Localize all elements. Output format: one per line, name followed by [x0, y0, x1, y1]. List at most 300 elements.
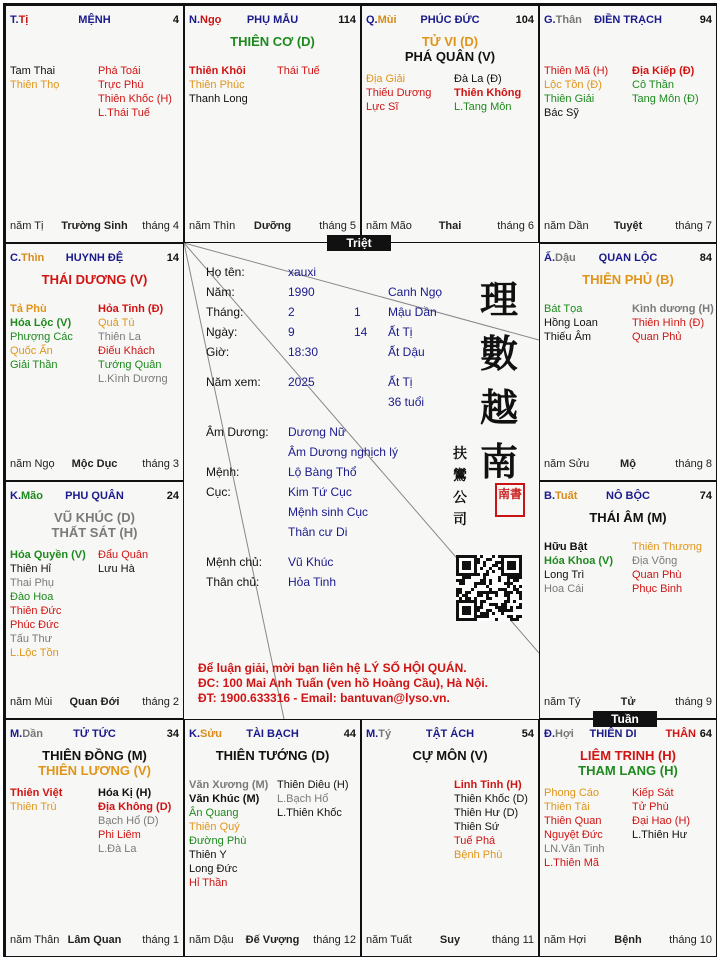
palace-stage: Thai [438, 220, 462, 232]
minor-star: Long Trì [544, 569, 585, 581]
qr-module [510, 615, 513, 618]
qr-module [492, 555, 495, 558]
qr-module [462, 612, 465, 615]
palace-stage: Tử [620, 696, 636, 708]
palace-cell-than[interactable] [539, 5, 717, 243]
palace-year: năm Dần [544, 220, 589, 232]
palace-prefix: Ấ. [544, 252, 555, 264]
horoscope-board [3, 3, 717, 957]
qr-module [462, 582, 465, 585]
qr-module [462, 561, 465, 564]
palace-year: năm Mão [366, 220, 412, 232]
minor-star: Đà La (Đ) [454, 73, 502, 85]
palace-year: năm Dậu [189, 934, 234, 946]
qr-module [462, 567, 465, 570]
qr-module [483, 579, 486, 582]
palace-number: 14 [166, 252, 179, 264]
qr-module [474, 585, 477, 588]
major-star: THIÊN TƯỚNG (D) [215, 748, 330, 763]
qr-module [513, 618, 516, 621]
qr-module [519, 585, 522, 588]
qr-module [456, 567, 459, 570]
palace-stage: Bệnh [614, 934, 642, 946]
palace-prefix: B. [544, 490, 555, 502]
palace-year: năm Mùi [10, 696, 53, 708]
qr-pattern [456, 555, 522, 621]
minor-star: LN.Văn Tinh [544, 843, 605, 855]
major-stars [362, 34, 538, 64]
palace-header [10, 14, 179, 28]
info-cuc-2: Mệnh sinh Cục [288, 505, 369, 519]
minor-star: Tam Thai [10, 65, 56, 77]
palace-branch: Tuất [555, 490, 578, 502]
palace-footer [10, 934, 179, 948]
qr-module [462, 606, 465, 609]
palace-cell-ti[interactable] [5, 5, 184, 243]
qr-module [474, 570, 477, 573]
info-day-solar: 9 [288, 325, 295, 339]
qr-module [486, 609, 489, 612]
minor-star: Thiên Trù [10, 801, 57, 813]
palace-cell-dau[interactable] [539, 243, 717, 481]
qr-module [483, 615, 486, 618]
qr-module [474, 582, 477, 585]
palace-prefix: N. [189, 14, 200, 26]
qr-module [501, 573, 504, 576]
qr-module [501, 558, 504, 561]
minor-star: Địa Võng [632, 555, 678, 567]
qr-module [489, 591, 492, 594]
minor-stars-left [189, 64, 248, 106]
palace-prefix: Q. [366, 14, 378, 26]
qr-module [465, 573, 468, 576]
qr-module [468, 564, 471, 567]
info-than-chu-label: Thân chủ: [206, 575, 260, 589]
qr-module [510, 561, 513, 564]
qr-module [486, 558, 489, 561]
qr-module [465, 606, 468, 609]
qr-module [507, 573, 510, 576]
info-month-canchi: Mậu Dần [388, 305, 437, 319]
qr-module [504, 582, 507, 585]
qr-module [501, 564, 504, 567]
qr-module [465, 612, 468, 615]
qr-module [516, 576, 519, 579]
minor-star: Lực Sĩ [366, 101, 399, 113]
palace-number: 114 [338, 14, 356, 26]
palace-month: tháng 8 [675, 458, 712, 470]
qr-module [519, 573, 522, 576]
qr-module [501, 570, 504, 573]
triet-marker: Triệt [327, 235, 391, 251]
palace-month: tháng 3 [142, 458, 179, 470]
qr-module [474, 606, 477, 609]
qr-module [468, 561, 471, 564]
qr-module [462, 573, 465, 576]
contact-line: ĐC: 100 Mai Anh Tuấn (ven hồ Hoàng Cầu), Hà Nội. [198, 676, 489, 690]
qr-module [489, 597, 492, 600]
minor-star: Phục Binh [632, 583, 683, 595]
minor-stars-right [98, 548, 148, 576]
minor-star: Thiên Hình (Đ) [632, 317, 705, 329]
minor-star: Bát Tọa [544, 303, 583, 315]
qr-module [471, 555, 474, 558]
minor-star: Thiên Không [454, 87, 522, 99]
palace-cell-thin[interactable] [5, 243, 184, 481]
info-cuc-1: Kim Tứ Cục [288, 485, 352, 499]
palace-cell-mui[interactable] [361, 5, 539, 243]
qr-module [480, 567, 483, 570]
palace-header [10, 252, 179, 266]
qr-module [480, 591, 483, 594]
minor-star: L.Bạch Hổ [277, 793, 329, 805]
qr-module [483, 591, 486, 594]
qr-module [501, 603, 504, 606]
qr-module [459, 591, 462, 594]
minor-star: Lộc Tồn (Đ) [544, 79, 602, 91]
qr-module [456, 618, 459, 621]
palace-branch: Thìn [21, 252, 45, 264]
qr-module [504, 591, 507, 594]
qr-module [459, 588, 462, 591]
minor-star: Thiên Khốc (H) [98, 93, 172, 105]
minor-star: Điếu Khách [98, 345, 155, 357]
palace-branch: Tý [378, 728, 392, 740]
qr-module [468, 612, 471, 615]
palace-year: năm Ngọ [10, 458, 55, 470]
qr-module [519, 555, 522, 558]
qr-module [519, 576, 522, 579]
qr-module [465, 555, 468, 558]
palace-cell-suu[interactable] [184, 719, 361, 957]
palace-stage: Suy [439, 934, 461, 946]
qr-module [462, 579, 465, 582]
qr-module [465, 564, 468, 567]
qr-module [468, 576, 471, 579]
qr-module [477, 573, 480, 576]
qr-module [489, 558, 492, 561]
minor-star: Trực Phù [98, 79, 144, 91]
minor-star: Hóa Quyền (V) [10, 549, 86, 561]
palace-year: năm Hợi [544, 934, 587, 946]
minor-stars-right [277, 64, 320, 78]
palace-name: PHU QUÂN [65, 490, 124, 502]
palace-stage: Lâm Quan [67, 934, 122, 946]
palace-header [366, 728, 534, 742]
qr-module [456, 573, 459, 576]
palace-name: THIÊN DI [589, 728, 637, 740]
info-view-year: 2025 [288, 375, 315, 389]
palace-prefix: M. [366, 728, 379, 740]
minor-star: Tang Môn (Đ) [632, 93, 699, 105]
minor-star: Hỉ Thần [189, 877, 228, 889]
minor-stars-right [98, 786, 171, 856]
qr-module [471, 600, 474, 603]
minor-stars-right [98, 64, 172, 120]
qr-module [504, 594, 507, 597]
palace-number: 54 [521, 728, 534, 740]
qr-module [510, 618, 513, 621]
qr-module [516, 606, 519, 609]
minor-stars-right [632, 302, 714, 344]
qr-module [456, 561, 459, 564]
qr-module [462, 555, 465, 558]
palace-month: tháng 1 [142, 934, 179, 946]
palace-prefix: K. [189, 728, 200, 740]
qr-module [489, 579, 492, 582]
qr-module [459, 573, 462, 576]
minor-stars-left [544, 540, 613, 596]
palace-footer [544, 934, 712, 948]
qr-module [483, 612, 486, 615]
qr-module [483, 564, 486, 567]
qr-module [501, 561, 504, 564]
qr-module [471, 573, 474, 576]
minor-star: Phượng Các [10, 331, 73, 343]
minor-star: Thanh Long [189, 93, 248, 105]
qr-module [468, 567, 471, 570]
palace-name: PHÚC ĐỨC [420, 14, 480, 26]
contact-block [198, 661, 488, 706]
qr-module [456, 591, 459, 594]
qr-module [486, 597, 489, 600]
minor-star: Thiên Y [189, 849, 227, 861]
qr-module [513, 600, 516, 603]
palace-cell-ngo[interactable] [184, 5, 361, 243]
qr-module [465, 600, 468, 603]
qr-module [495, 594, 498, 597]
contact-line: Để luận giải, mời bạn liên hệ LÝ SỐ HỘI QUÁN. [198, 661, 467, 675]
major-star: THIÊN LƯƠNG (V) [38, 763, 151, 778]
qr-module [456, 615, 459, 618]
info-menh: Lộ Bàng Thổ [288, 465, 357, 479]
palace-cell-tuat[interactable] [539, 481, 717, 719]
minor-star: Thái Tuế [277, 65, 320, 77]
qr-module [510, 576, 513, 579]
qr-module [474, 600, 477, 603]
palace-cell-mao[interactable] [5, 481, 184, 719]
info-hour: 18:30 [288, 345, 319, 359]
palace-header [544, 490, 712, 504]
qr-module [519, 603, 522, 606]
minor-star: Thiên Phúc [189, 79, 245, 91]
qr-module [465, 591, 468, 594]
minor-star: Linh Tinh (H) [454, 779, 522, 791]
minor-star: Thiên Đức [10, 605, 62, 617]
qr-module [507, 582, 510, 585]
minor-star: Tử Phù [632, 801, 669, 813]
qr-module [492, 570, 495, 573]
qr-module [492, 603, 495, 606]
minor-stars-left [544, 64, 608, 120]
minor-star: Thiên Giải [544, 93, 595, 105]
minor-star: Thiếu Dương [366, 87, 432, 99]
minor-star: Tả Phù [10, 303, 47, 315]
palace-name: HUYNH ĐỆ [65, 252, 124, 264]
calligraphy-sub: 扶鸞公司 [453, 446, 467, 528]
qr-module [474, 558, 477, 561]
qr-module [456, 606, 459, 609]
qr-module [516, 615, 519, 618]
qr-module [477, 591, 480, 594]
major-star: THẤT SÁT (H) [51, 525, 138, 540]
info-menh-chu-label: Mệnh chủ: [206, 555, 263, 569]
major-stars [540, 272, 716, 287]
minor-star: Địa Không (D) [98, 801, 172, 813]
minor-star: Văn Khúc (M) [189, 793, 260, 805]
qr-module [477, 609, 480, 612]
qr-module [462, 609, 465, 612]
palace-number: 84 [699, 252, 712, 264]
minor-stars-right [454, 778, 528, 862]
minor-star: L.Thiên Mã [544, 857, 600, 869]
palace-prefix: K. [10, 490, 21, 502]
palace-footer [10, 220, 179, 234]
qr-code-icon[interactable] [456, 555, 522, 621]
qr-module [516, 579, 519, 582]
palace-stage: Tuyệt [613, 220, 643, 232]
palace-name: ĐIỀN TRẠCH [594, 14, 662, 26]
qr-module [519, 591, 522, 594]
palace-stage: Mộ [620, 458, 636, 470]
palace-header [544, 14, 712, 28]
qr-module [477, 615, 480, 618]
qr-module [498, 555, 501, 558]
palace-month: tháng 12 [313, 934, 356, 946]
major-stars [185, 34, 360, 49]
palace-name: TỬ TỨC [73, 728, 116, 740]
qr-module [489, 567, 492, 570]
qr-module [483, 573, 486, 576]
qr-module [504, 603, 507, 606]
major-star: PHÁ QUÂN (V) [404, 49, 496, 64]
palace-footer [366, 220, 534, 234]
qr-module [507, 579, 510, 582]
qr-module [456, 609, 459, 612]
qr-module [507, 564, 510, 567]
minor-star: Quan Phủ [632, 331, 682, 343]
info-cuc-label: Cục: [206, 485, 231, 499]
palace-branch: Mão [21, 490, 43, 502]
qr-module [459, 579, 462, 582]
palace-cell-ty[interactable] [361, 719, 539, 957]
qr-module [471, 588, 474, 591]
palace-name: NÔ BỘC [606, 490, 650, 502]
qr-module [516, 618, 519, 621]
qr-module [504, 555, 507, 558]
minor-star: Thiên Thương [632, 541, 703, 553]
than-tag: THÂN [665, 728, 696, 740]
info-amduong-label: Âm Dương: [206, 425, 269, 439]
minor-star: Phi Liêm [98, 829, 141, 841]
info-month-lunar: 1 [354, 305, 361, 319]
palace-header [544, 252, 712, 266]
minor-stars-left [10, 302, 73, 372]
qr-module [519, 564, 522, 567]
red-seal-icon: 南書 [495, 483, 525, 517]
minor-star: Thiên Khốc (D) [454, 793, 528, 805]
qr-module [456, 588, 459, 591]
palace-stage: Quan Đới [69, 696, 120, 708]
qr-module [498, 609, 501, 612]
qr-module [507, 567, 510, 570]
palace-name: TẬT ÁCH [425, 728, 475, 740]
qr-module [468, 591, 471, 594]
palace-branch: Dậu [555, 252, 576, 264]
qr-module [456, 555, 459, 558]
qr-module [513, 579, 516, 582]
qr-module [465, 609, 468, 612]
major-stars [6, 748, 183, 778]
minor-star: Thiên Khôi [189, 65, 246, 77]
minor-star: Quan Phù [632, 569, 682, 581]
minor-stars-left [189, 778, 268, 890]
palace-month: tháng 4 [142, 220, 179, 232]
qr-module [495, 564, 498, 567]
palace-cell-hoi[interactable] [539, 719, 717, 957]
palace-year: năm Thân [10, 934, 60, 946]
qr-module [504, 588, 507, 591]
minor-star: Đào Hoa [10, 591, 54, 603]
qr-module [459, 582, 462, 585]
qr-module [513, 585, 516, 588]
qr-module [504, 609, 507, 612]
qr-module [495, 591, 498, 594]
palace-year: năm Thìn [189, 220, 236, 232]
qr-module [486, 573, 489, 576]
qr-module [501, 612, 504, 615]
qr-module [489, 603, 492, 606]
qr-module [516, 588, 519, 591]
minor-star: Giải Thần [10, 359, 58, 371]
minor-star: Tướng Quân [98, 359, 162, 371]
qr-module [498, 588, 501, 591]
minor-star: Thiên La [98, 331, 141, 343]
qr-module [498, 561, 501, 564]
qr-module [480, 612, 483, 615]
palace-name: MỆNH [78, 14, 111, 26]
info-name: xauxi [288, 265, 317, 279]
qr-module [486, 594, 489, 597]
palace-number: 4 [172, 14, 179, 26]
minor-star: Hồng Loan [544, 317, 598, 329]
minor-stars-right [632, 786, 690, 842]
qr-module [501, 606, 504, 609]
qr-module [519, 615, 522, 618]
minor-star: Hóa Lộc (V) [10, 317, 72, 329]
palace-header [189, 14, 356, 28]
minor-star: Phá Toái [98, 65, 141, 77]
minor-star: Thiên Mã (H) [544, 65, 609, 77]
qr-module [462, 618, 465, 621]
qr-module [468, 555, 471, 558]
minor-star: L.Đà La [98, 843, 137, 855]
qr-module [504, 600, 507, 603]
qr-module [474, 555, 477, 558]
qr-module [483, 582, 486, 585]
qr-module [507, 585, 510, 588]
minor-star: L.Thiên Hư [632, 829, 688, 841]
qr-module [456, 558, 459, 561]
palace-number: 104 [515, 14, 534, 26]
palace-footer [10, 458, 179, 472]
palace-cell-dan[interactable] [5, 719, 184, 957]
qr-module [462, 594, 465, 597]
minor-star: L.Kình Dương [98, 373, 168, 385]
info-menh-chu: Vũ Khúc [288, 555, 334, 569]
minor-star: Thiên Hỉ [10, 563, 51, 575]
qr-module [495, 561, 498, 564]
